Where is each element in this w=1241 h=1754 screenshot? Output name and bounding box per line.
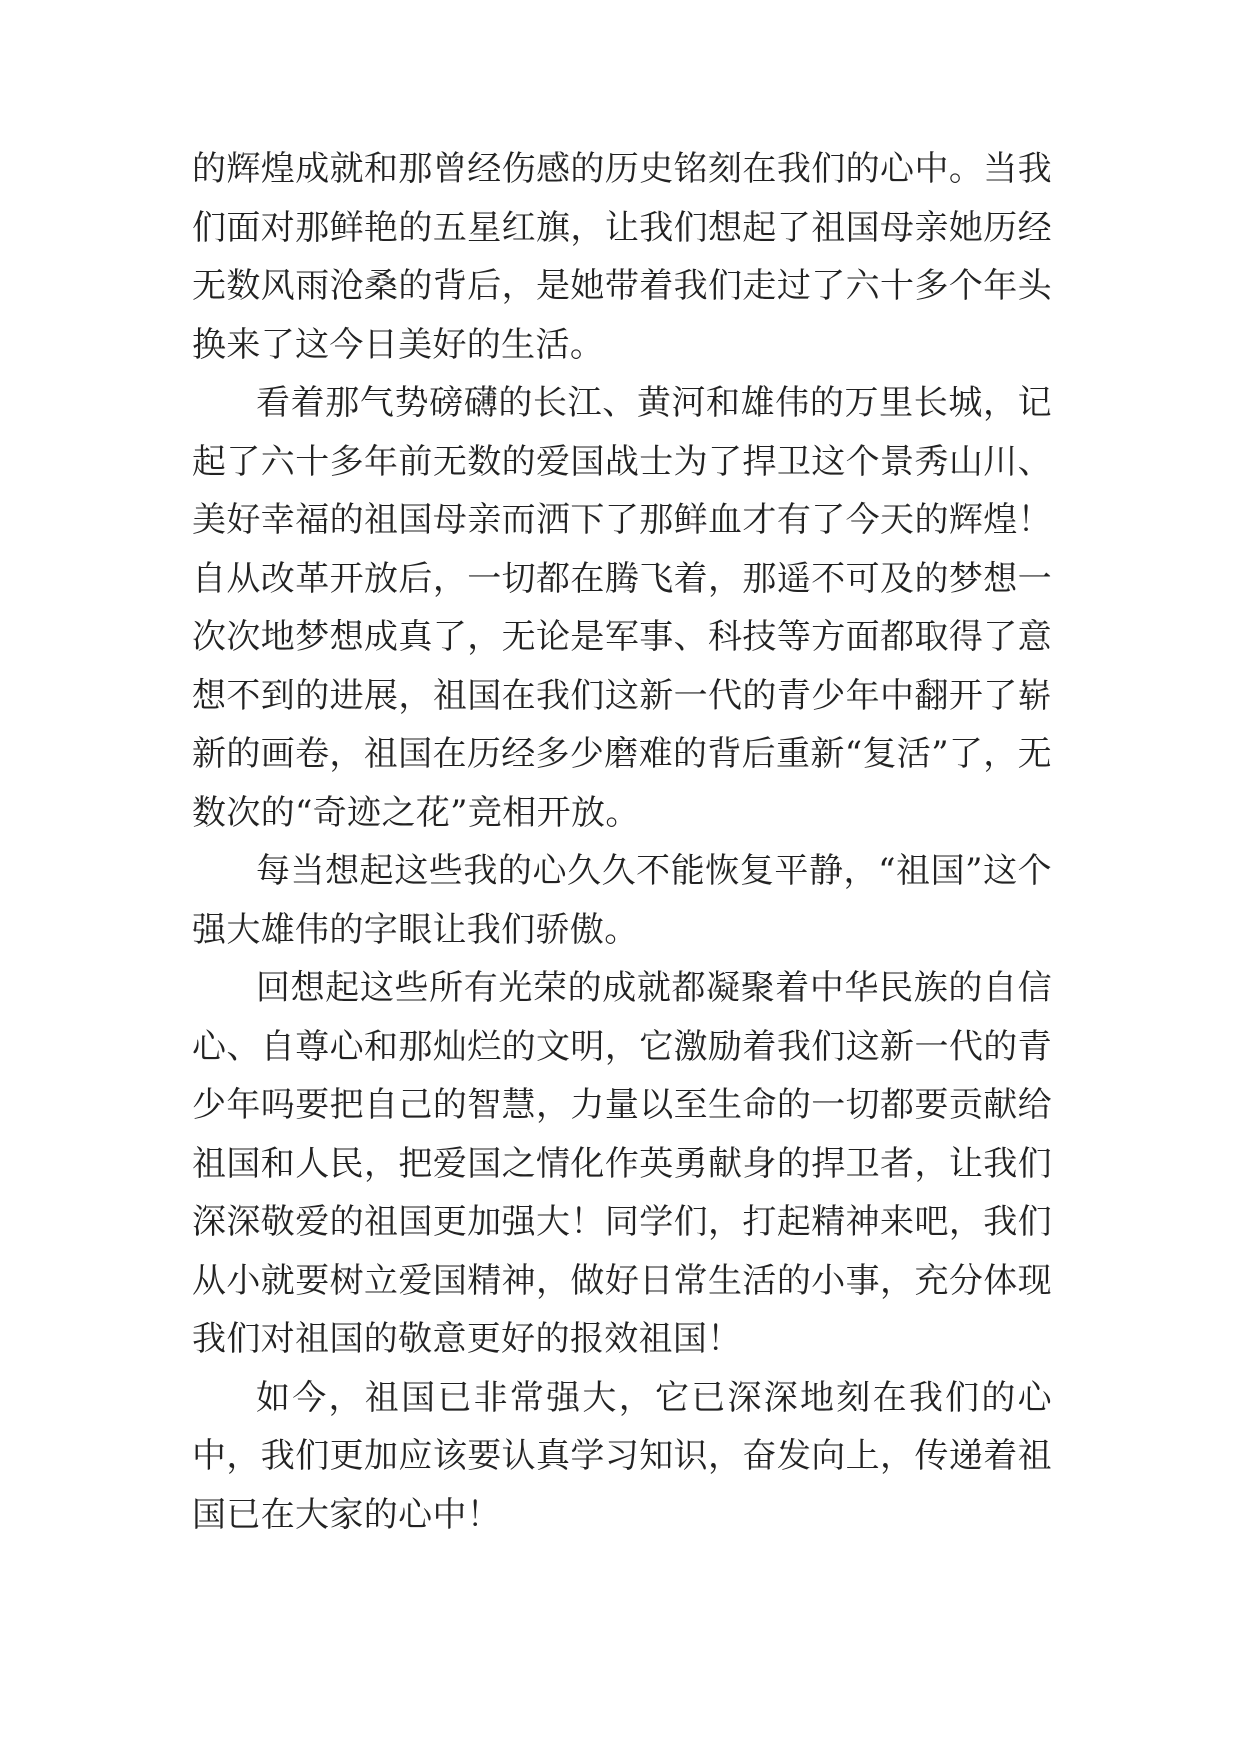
paragraph-5: 如今，祖国已非常强大，它已深深地刻在我们的心中，我们更加应该要认真学习知识，奋发向上，传递着祖国已在大家的心中！ [192,1377,1052,1535]
document-body [192,140,1052,1544]
paragraph-2: 看着那气势磅礴的长江、黄河和雄伟的万里长城，记起了六十多年前无数的爱国战士为了捍卫这个景秀山川、美好幸福的祖国母亲而洒下了那鲜血才有了今天的辉煌！自从改革开放后，一切都在腾飞着，那遥不可及的梦想一次次地梦想成真了，无论是军事、科技等方面都取得了意想不到的进展，祖国在我们这新一代的青少年中翻开了崭新的画卷，祖国在历经多少磨难的背后重新“复活”了，无数次的“奇迹之花”竞相开放。 [192,383,1052,833]
paragraph-1: 的辉煌成就和那曾经伤感的历史铭刻在我们的心中。当我们面对那鲜艳的五星红旗，让我们想起了祖国母亲她历经无数风雨沧桑的背后，是她带着我们走过了六十多个年头换来了这今日美好的生活。 [192,149,1052,365]
paragraph-3: 每当想起这些我的心久久不能恢复平静，“祖国”这个强大雄伟的字眼让我们骄傲。 [192,851,1052,950]
paragraph-4: 回想起这些所有光荣的成就都凝聚着中华民族的自信心、自尊心和那灿烂的文明，它激励着我们这新一代的青少年吗要把自己的智慧，力量以至生命的一切都要贡献给祖国和人民，把爱国之情化作英勇献身的捍卫者，让我们深深敬爱的祖国更加强大！同学们，打起精神来吧，我们从小就要树立爱国精神，做好日常生活的小事，充分体现我们对祖国的敬意更好的报效祖国！ [192,968,1052,1359]
